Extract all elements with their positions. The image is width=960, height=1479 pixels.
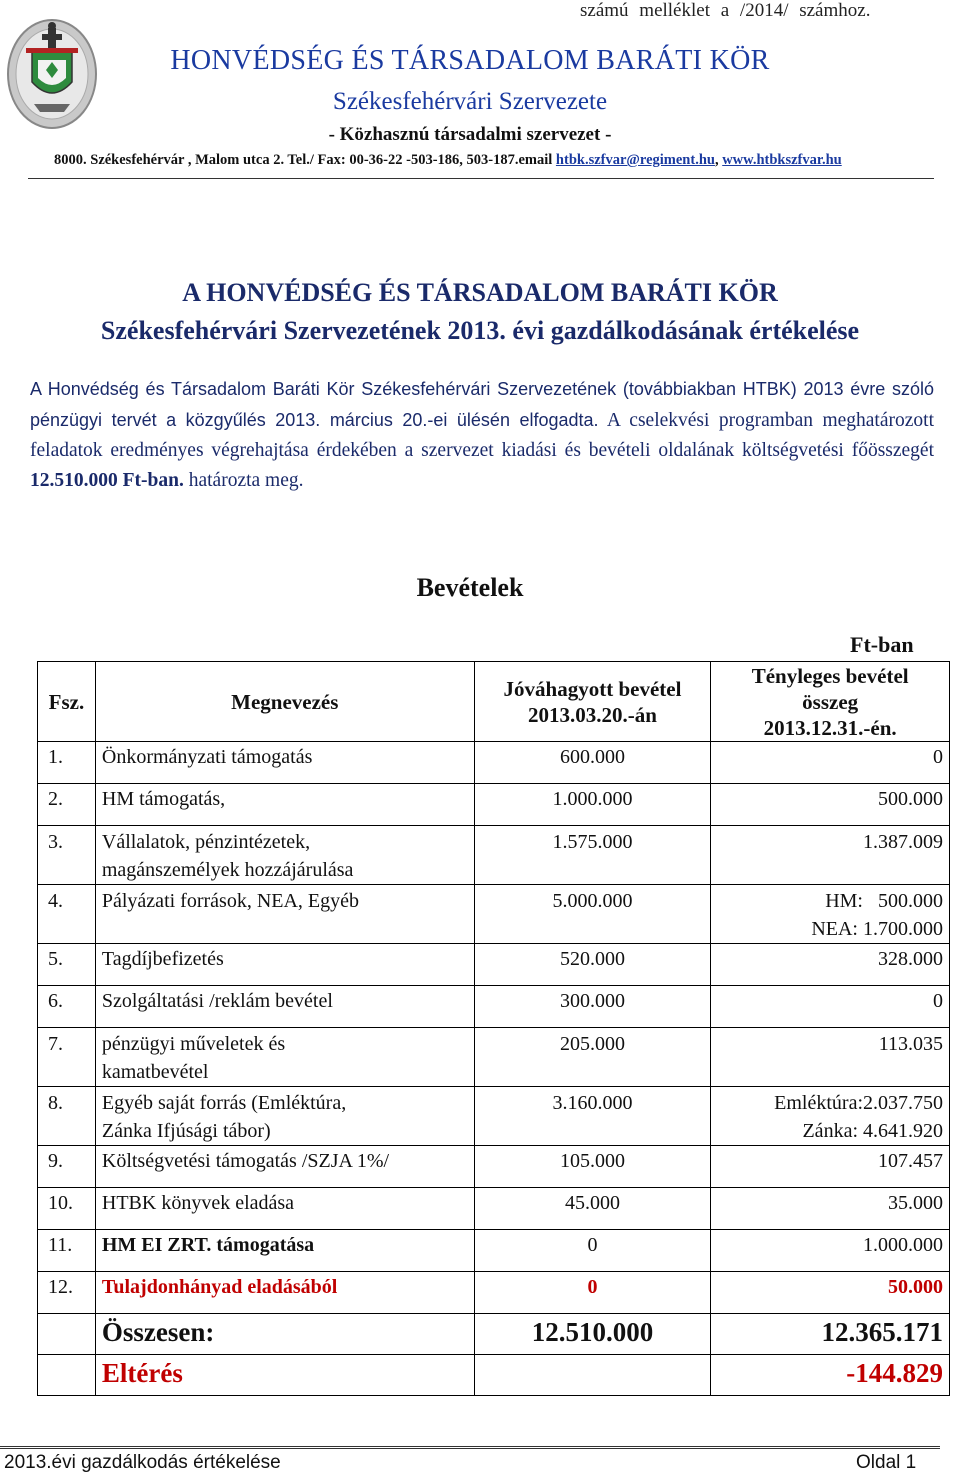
total-empty-cell <box>38 1314 96 1355</box>
table-row <box>38 784 950 826</box>
row-no: 12. <box>38 1272 96 1314</box>
row-no: 3. <box>38 826 96 885</box>
total-row <box>38 1314 950 1355</box>
row-name: HM EI ZRT. támogatása <box>95 1230 474 1272</box>
intro-paragraph <box>30 374 934 496</box>
row-approved: 520.000 <box>474 944 711 986</box>
annex-note: számú melléklet a /2014/ számhoz. <box>580 0 871 21</box>
intro-part1: A Honvédség és Társadalom Baráti Kör Székesfehérvári Szervezetének (továbbiakban HTBK) 2013 évre szóló pénzügyi tervét a közgyűlés 2013. március 20.-ei ülésén elfogadta. <box>30 379 934 430</box>
header-name: Megnevezés <box>95 662 474 742</box>
row-name: HM támogatás, <box>95 784 474 826</box>
total-label: Összesen: <box>95 1314 474 1355</box>
row-approved: 0 <box>474 1230 711 1272</box>
row-no: 11. <box>38 1230 96 1272</box>
income-table <box>37 661 950 1396</box>
table-row <box>38 1087 950 1146</box>
row-name-line1: pénzügyi műveletek és <box>101 1033 286 1055</box>
row-approved: 1.575.000 <box>474 826 711 885</box>
row-name-line2: magánszemélyek hozzájárulása <box>101 859 354 881</box>
row-actual: 500.000 <box>711 784 950 826</box>
table-row <box>38 1230 950 1272</box>
row-no: 7. <box>38 1028 96 1087</box>
row-approved: 3.160.000 <box>474 1087 711 1146</box>
intro-amount: 12.510.000 Ft-ban. <box>30 470 184 491</box>
table-row <box>38 1272 950 1314</box>
row-name-line2: Zánka Ifjúsági tábor) <box>101 1120 271 1142</box>
row-name: Pályázati források, NEA, Egyéb <box>95 885 474 944</box>
total-approved: 12.510.000 <box>474 1314 711 1355</box>
row-actual: 1.387.009 <box>711 826 950 885</box>
row-no: 6. <box>38 986 96 1028</box>
address-line <box>54 152 842 169</box>
row-approved: 5.000.000 <box>474 885 711 944</box>
table-row <box>38 1188 950 1230</box>
row-actual: 328.000 <box>711 944 950 986</box>
header-approved-line2: 2013.03.20.-án <box>528 702 657 727</box>
header-approved-line1: Jóváhagyott bevétel <box>503 676 682 701</box>
header-actual-line1: Tényleges bevétel <box>751 663 909 688</box>
row-name: Tulajdonhányad eladásából <box>95 1272 474 1314</box>
row-approved: 1.000.000 <box>474 784 711 826</box>
table-header-row <box>38 662 950 742</box>
document-title: A HONVÉDSÉG ÉS TÁRSADALOM BARÁTI KÖR <box>182 278 778 307</box>
difference-label: Eltérés <box>95 1355 474 1396</box>
row-actual-line1: HM: 500.000 <box>825 890 943 912</box>
row-actual: 1.000.000 <box>711 1230 950 1272</box>
footer-title: 2013.évi gazdálkodás értékelése <box>4 1452 281 1473</box>
row-no: 8. <box>38 1087 96 1146</box>
section-title: Bevételek <box>416 573 524 602</box>
row-name-line2: kamatbevétel <box>101 1061 209 1083</box>
header-divider <box>28 178 934 179</box>
row-approved: 45.000 <box>474 1188 711 1230</box>
website-link[interactable]: www.htbkszfvar.hu <box>722 152 842 168</box>
footer-divider <box>0 1446 940 1449</box>
difference-empty-cell <box>38 1355 96 1396</box>
row-actual-line2: Zánka: 4.641.920 <box>802 1120 943 1142</box>
row-approved: 0 <box>474 1272 711 1314</box>
header-actual-line2: összeg <box>802 689 859 714</box>
row-approved: 205.000 <box>474 1028 711 1087</box>
difference-empty-cell-2 <box>474 1355 711 1396</box>
row-no: 4. <box>38 885 96 944</box>
row-approved: 105.000 <box>474 1146 711 1188</box>
header-actual <box>711 662 950 742</box>
row-name <box>95 1087 474 1146</box>
address-text: 8000. Székesfehérvár , Malom utca 2. Tel./ Fax: 00-36-22 -503-186, 503-187.email <box>54 152 556 168</box>
header-actual-line3: 2013.12.31.-én. <box>763 715 897 740</box>
organization-branch: Székesfehérvári Szervezete <box>332 88 608 115</box>
page-number: Oldal 1 <box>856 1452 917 1473</box>
row-actual: 107.457 <box>711 1146 950 1188</box>
table-row <box>38 944 950 986</box>
address-separator: , <box>714 152 723 168</box>
row-actual: 0 <box>711 986 950 1028</box>
row-no: 10. <box>38 1188 96 1230</box>
difference-row <box>38 1355 950 1396</box>
row-name: Önkormányzati támogatás <box>95 742 474 784</box>
row-actual: 50.000 <box>711 1272 950 1314</box>
organization-type: - Közhasznú társadalmi szervezet - <box>328 124 612 145</box>
row-name: Tagdíjbefizetés <box>95 944 474 986</box>
row-approved: 300.000 <box>474 986 711 1028</box>
row-actual <box>711 885 950 944</box>
table-row <box>38 1146 950 1188</box>
intro-part3: határozta meg. <box>183 470 304 491</box>
table-row <box>38 885 950 944</box>
row-actual: 113.035 <box>711 1028 950 1087</box>
row-approved: 600.000 <box>474 742 711 784</box>
row-name-line1: Vállalatok, pénzintézetek, <box>101 831 311 853</box>
organization-name: HONVÉDSÉG ÉS TÁRSADALOM BARÁTI KÖR <box>170 45 770 76</box>
row-no: 5. <box>38 944 96 986</box>
row-actual-line2: NEA: 1.700.000 <box>811 918 943 940</box>
header-no: Fsz. <box>38 662 96 742</box>
currency-unit: Ft-ban <box>850 632 914 657</box>
row-actual-line1: Emléktúra:2.037.750 <box>774 1092 943 1114</box>
row-name <box>95 1028 474 1087</box>
difference-value: -144.829 <box>711 1355 950 1396</box>
document-subtitle: Székesfehérvári Szervezetének 2013. évi gazdálkodásának értékelése <box>100 316 860 345</box>
row-name-line1: Egyéb saját forrás (Emléktúra, <box>101 1092 347 1114</box>
table-row <box>38 742 950 784</box>
row-name: Szolgáltatási /reklám bevétel <box>95 986 474 1028</box>
row-actual: 0 <box>711 742 950 784</box>
table-row <box>38 986 950 1028</box>
row-no: 9. <box>38 1146 96 1188</box>
intro-part2: A cselekvési programban meghatározott feladatok eredményes végrehajtása érdekében a szervezet kiadási és bevételi oldalának költségvetési főösszegét <box>30 410 934 461</box>
total-actual: 12.365.171 <box>711 1314 950 1355</box>
row-name: HTBK könyvek eladása <box>95 1188 474 1230</box>
table-row <box>38 1028 950 1087</box>
row-actual: 35.000 <box>711 1188 950 1230</box>
header-approved <box>474 662 711 742</box>
table-row <box>38 826 950 885</box>
row-no: 1. <box>38 742 96 784</box>
row-actual <box>711 1087 950 1146</box>
row-name: Költségvetési támogatás /SZJA 1%/ <box>95 1146 474 1188</box>
row-name <box>95 826 474 885</box>
email-link[interactable]: htbk.szfvar@regiment.hu <box>555 152 715 168</box>
row-no: 2. <box>38 784 96 826</box>
